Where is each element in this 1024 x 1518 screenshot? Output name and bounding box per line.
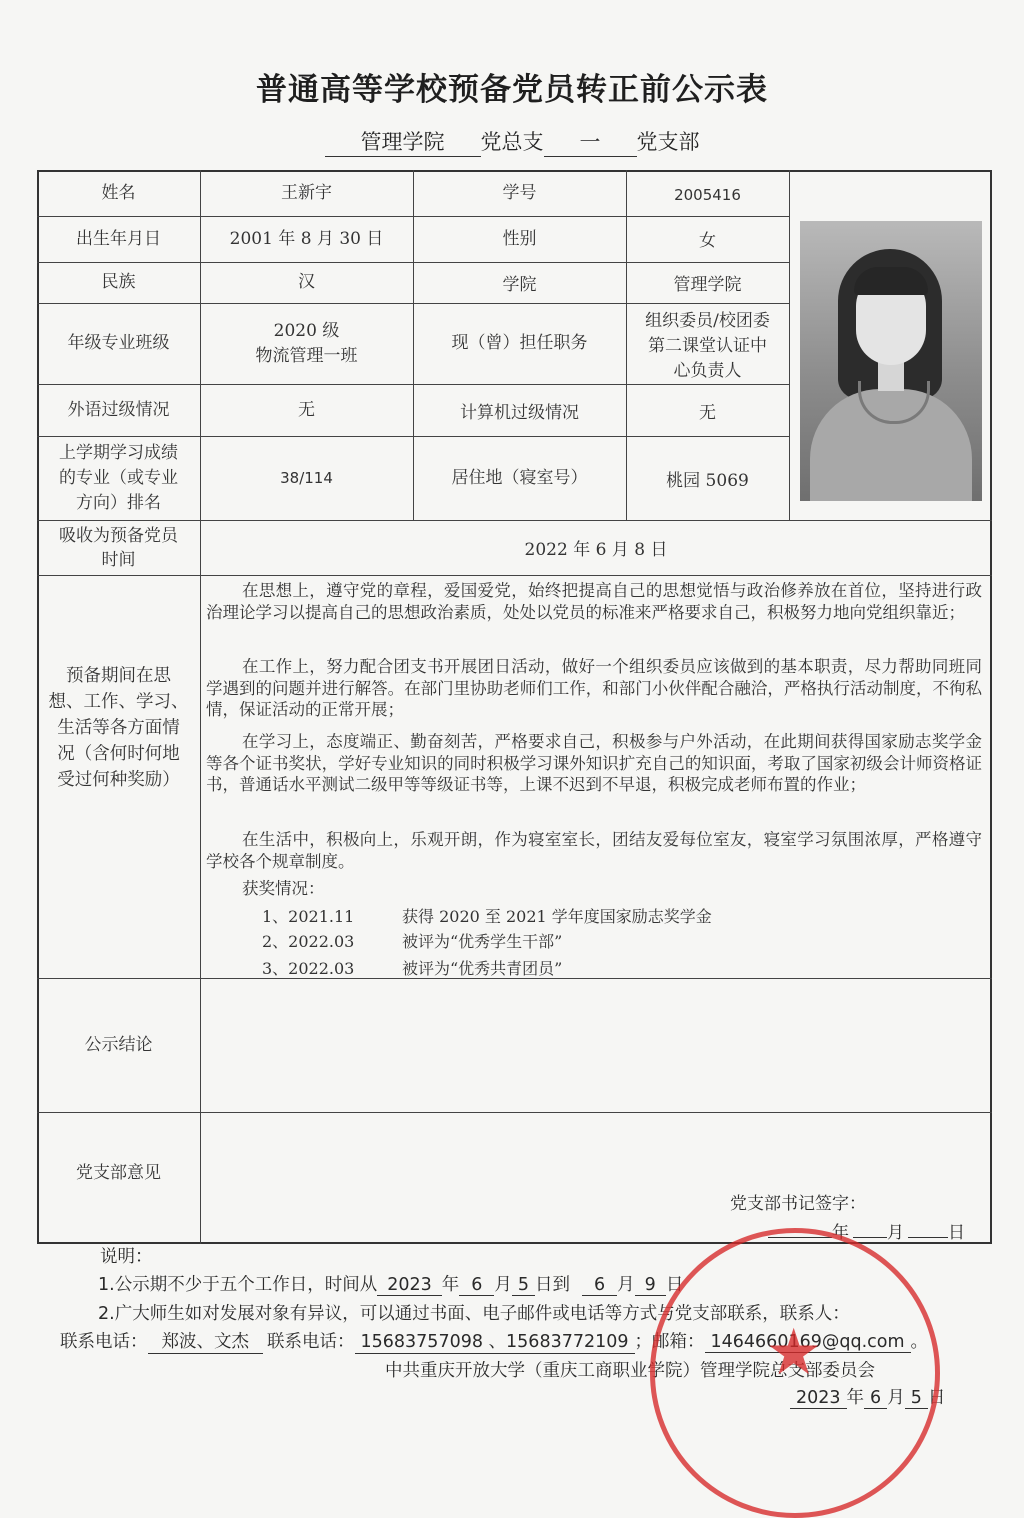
- notes-month-unit: 月: [494, 1275, 512, 1295]
- notes-day-to: 日到: [535, 1275, 571, 1295]
- student-photo: [800, 221, 982, 501]
- class-major: 物流管理一班: [255, 345, 358, 366]
- rank-value: 38/114: [280, 468, 333, 487]
- performance-label: [37, 575, 200, 880]
- college-value: 管理学院: [673, 275, 742, 295]
- admit-label: [37, 520, 200, 575]
- student-id-value: 2005416: [674, 185, 741, 204]
- name-label: 姓名: [101, 182, 136, 203]
- rank-label-line: 方向）排名: [76, 492, 161, 513]
- ethnicity-value: 汉: [298, 272, 315, 292]
- position-label: 现（曾）担任职务: [451, 333, 588, 353]
- notes-start-day: 5: [512, 1275, 535, 1296]
- award-desc: 被评为“优秀共青团员”: [402, 959, 563, 978]
- gender-label: 性别: [502, 228, 537, 249]
- notes-month-unit: 月: [617, 1275, 635, 1295]
- position-line2: 第二课堂认证中: [648, 336, 767, 356]
- notes-item1: [98, 1271, 683, 1296]
- computer-value: 无: [699, 402, 716, 423]
- college-label: 学院: [502, 275, 537, 295]
- position-value: [626, 303, 789, 390]
- gender-value: 女: [699, 230, 716, 251]
- rank-label-line: 上学期学习成绩: [59, 442, 178, 463]
- dorm-label: 居住地（寝室号）: [451, 467, 588, 488]
- birth-label: 出生年月日: [76, 228, 161, 249]
- notes-day-unit: 日: [665, 1275, 684, 1295]
- issue-day: 5: [905, 1388, 928, 1409]
- admit-label-line: 吸收为预备党员: [59, 525, 178, 546]
- award-date: 3、2022.03: [262, 959, 355, 978]
- award-desc: 获得 2020 至 2021 学年度国家励志奖学金: [402, 907, 712, 926]
- class-value: [200, 303, 413, 384]
- email-label: ；邮箱：: [634, 1332, 705, 1352]
- branch-number: 一: [544, 128, 637, 157]
- sign-year-label: 年: [832, 1223, 849, 1243]
- rank-label-line: 的专业（或专业: [59, 467, 178, 488]
- notes-heading: 说明：: [100, 1247, 153, 1267]
- contact-names: 郑波、文杰: [148, 1328, 264, 1354]
- dorm-value: 桃园 5069: [666, 470, 749, 491]
- notes-year-unit: 年: [441, 1275, 460, 1295]
- sign-month-label: 月: [887, 1223, 904, 1243]
- birth-value: 2001 年 8 月 30 日: [229, 228, 384, 249]
- ethnicity-label: 民族: [101, 272, 136, 292]
- position-line3: 心负责人: [673, 361, 742, 381]
- issuing-organization: 中共重庆开放大学（重庆工商职业学院）管理学院总支部委员会: [385, 1361, 875, 1381]
- computer-label: 计算机过级情况: [460, 402, 579, 423]
- notes-end-month: 6: [582, 1275, 617, 1296]
- performance-paragraph-thought: 在思想上，遵守党的章程，爱国爱党，始终把提高自己的思想觉悟与政治修养放在首位，坚持进行政治理论学习以提高自己的思想政治素质，处处以党员的标准来严格要求自己，积极努力地向党组织靠近；: [206, 581, 982, 622]
- branch-suffix: 党支部: [636, 130, 700, 154]
- language-label: 外语过级情况: [67, 399, 170, 420]
- notes-start-month: 6: [459, 1275, 494, 1296]
- notes-end-day: 9: [635, 1275, 666, 1296]
- sign-day-label: 日: [948, 1223, 965, 1243]
- contact-label: 联系电话：: [60, 1332, 148, 1352]
- issue-year: 2023: [790, 1388, 847, 1409]
- opinion-label: 党支部意见: [76, 1162, 161, 1183]
- performance-label-line: 受过何种奖励）: [57, 769, 180, 790]
- award-date: 1、2021.11: [262, 907, 355, 926]
- contact-period: 。: [910, 1332, 929, 1352]
- performance-paragraph-study: 在学习上，态度端正、勤奋刻苦，严格要求自己，积极参与户外活动，在此期间获得国家励志奖学金等各个证书奖状，学好专业知识的同时积极学习课外知识扩充自己的知识面，考取了国家初级会计师资格证书，普通话水平测试二级甲等等级证书等，上课不迟到不早退，积极完成老师布置的作业；: [206, 732, 982, 794]
- performance-paragraph-work: 在工作上，努力配合团支书开展团日活动，做好一个组织委员应该做到的基本职责，尽力帮助同班同学遇到的问题并进行解答。在部门里协助老师们工作，和部门小伙伴配合融洽，严格执行活动制度，不徇私情，保证活动的正常开展；: [206, 657, 982, 719]
- branch-line: [0, 126, 1024, 157]
- issue-day-unit: 日: [927, 1388, 946, 1408]
- class-grade: 2020 级: [273, 320, 340, 341]
- award-date: 2、2022.03: [262, 932, 355, 951]
- name-value: 王新宇: [281, 182, 332, 203]
- student-id-label: 学号: [502, 182, 537, 203]
- performance-label-line: 预备期间在思: [66, 665, 171, 686]
- performance-paragraph-life: 在生活中，积极向上，乐观开朗，作为寝室室长，团结友爱每位室友，寝室学习氛围浓厚，严格遵守学校各个规章制度。: [206, 830, 982, 871]
- general-branch-suffix: 党总支: [480, 130, 544, 154]
- class-label: 年级专业班级: [67, 333, 170, 353]
- awards-heading: 获奖情况：: [242, 879, 325, 898]
- position-line1: 组织委员/校团委: [645, 311, 770, 331]
- performance-label-line: 生活等各方面情: [57, 717, 180, 738]
- conclusion-label: 公示结论: [84, 1034, 153, 1055]
- phone-numbers: 15683757098 、15683772109: [355, 1328, 635, 1354]
- issue-month-unit: 月: [887, 1388, 905, 1408]
- form-title: 普通高等学校预备党员转正前公示表: [256, 72, 768, 108]
- performance-label-line: 想、工作、学习、: [48, 691, 189, 712]
- email-address: 1464660169@qq.com: [705, 1332, 911, 1353]
- notes-item2: 2.广大师生如对发展对象有异议，可以通过书面、电子邮件或电话等方式与党支部联系，联系人：: [98, 1304, 850, 1324]
- admit-value: 2022 年 6 月 8 日: [524, 539, 668, 560]
- admit-label-line: 时间: [101, 549, 136, 570]
- seal-star-icon: ★: [765, 1316, 823, 1390]
- issue-month: 6: [864, 1388, 887, 1409]
- secretary-sign-label: 党支部书记签字：: [730, 1194, 866, 1214]
- performance-label-line: 况（含何时何地: [57, 743, 180, 764]
- notes-start-year: 2023: [377, 1275, 442, 1296]
- language-value: 无: [298, 399, 315, 420]
- college-name: 管理学院: [325, 128, 481, 157]
- award-desc: 被评为“优秀学生干部”: [402, 932, 563, 951]
- notes-item1-prefix: 1.公示期不少于五个工作日，时间从: [98, 1275, 378, 1295]
- official-seal: [650, 1228, 940, 1518]
- phone-label: 联系电话：: [267, 1332, 355, 1352]
- rank-label: [37, 436, 200, 520]
- issue-year-unit: 年: [846, 1388, 865, 1408]
